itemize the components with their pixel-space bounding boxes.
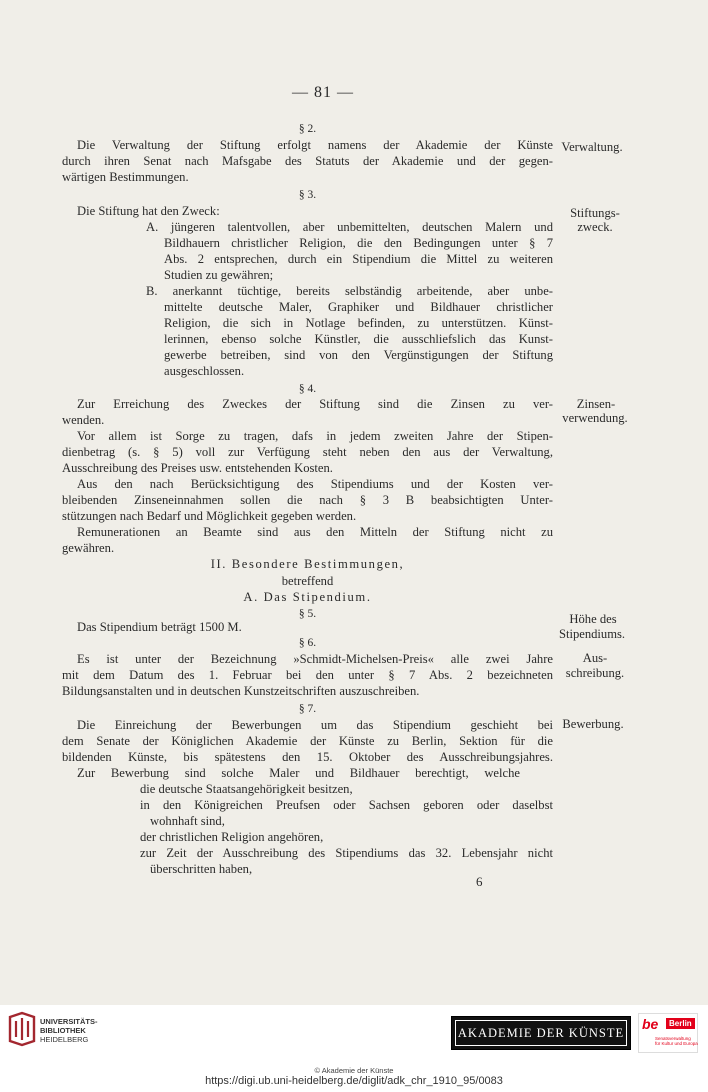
text-line: dem Senate der Königlichen Akademie der Künste zu Berlin, Sektion für die	[62, 734, 553, 748]
copyright-text: © Akademie der Künste	[314, 1066, 394, 1075]
berlin-logo-sub-1: Senatsverwaltung	[655, 1036, 691, 1041]
text-line: Zur Erreichung des Zweckes der Stiftung sind die Zinsen zu ver-	[77, 397, 553, 411]
text-line: Die Verwaltung der Stiftung erfolgt namens der Akademie der Künste	[77, 138, 553, 152]
berlin-logo-be: be	[642, 1016, 659, 1032]
text-line: Die Stiftung hat den Zweck:	[77, 204, 220, 218]
text-line: ausgeschlossen.	[164, 364, 245, 378]
margin-note-aus-1: Aus-	[582, 651, 608, 665]
text-line: Abs. 2 entsprechen, durch ein Stipendium die Mittel zu weiteren	[164, 252, 553, 266]
text-line: Vor allem ist Sorge zu tragen, dafs in jedem zweiten Jahre der Stipen-	[77, 429, 553, 443]
text-line: wenden.	[62, 413, 105, 427]
margin-note-zinsen-1: Zinsen-	[576, 397, 616, 411]
section-heading-7: § 7.	[298, 703, 317, 715]
berlin-logo-sub-2: für Kultur und Europa	[655, 1041, 698, 1046]
text-line: mittelte deutsche Maler, Graphiker und Bildhauer christlicher	[164, 300, 553, 314]
ub-line-1: UNIVERSITÄTS-	[40, 1017, 98, 1026]
text-line: Studien zu gewähren;	[164, 268, 274, 282]
section-heading-4: § 4.	[298, 383, 317, 395]
margin-note-zinsen-2: verwendung.	[562, 411, 628, 425]
text-line: durch ihren Senat nach Mafsgabe des Statuts der Akademie und der gegen-	[62, 154, 553, 168]
text-line: Ausschreibung des Preises usw. entstehenden Kosten.	[62, 461, 333, 475]
text-line: bleibenden Zinseneinnahmen sollen die nach § 3 B beabsichtigten Unter-	[62, 493, 553, 507]
footer-credits	[0, 1055, 708, 1092]
text-line: gewerbe betreiben, sind von den Vergünstigungen der Stiftung	[164, 348, 553, 362]
text-line: überschritten haben,	[150, 862, 253, 876]
text-line: lerinnen, ebenso solche Künstler, die ausschliefslich das Kunst-	[164, 332, 553, 346]
ub-line-2: BIBLIOTHEK	[40, 1026, 86, 1035]
text-line: in den Königreichen Preufsen oder Sachsen geboren oder daselbst	[140, 798, 553, 812]
berlin-logo-berlin: Berlin	[666, 1018, 695, 1029]
section-heading-3: § 3.	[298, 189, 317, 201]
margin-note-aus-2: schreibung.	[565, 666, 625, 680]
text-line: B. anerkannt tüchtige, bereits selbständig arbeitende, aber unbe-	[146, 284, 553, 298]
ub-line-3: HEIDELBERG	[40, 1035, 89, 1044]
text-line: stützungen nach Bedarf und Möglichkeit gegeben werden.	[62, 509, 357, 523]
text-line: Das Stipendium beträgt 1500 M.	[77, 620, 242, 634]
text-line: der christlichen Religion angehören,	[140, 830, 324, 844]
text-line: A. jüngeren talentvollen, aber unbemittelten, deutschen Malern und	[146, 220, 553, 234]
margin-note-hoehe-2: Stipendiums.	[558, 627, 626, 641]
text-line: Es ist unter der Bezeichnung »Schmidt-Michelsen-Preis« alle zwei Jahre	[77, 652, 553, 666]
text-line: Zur Bewerbung sind solche Maler und Bildhauer berechtigt, welche	[77, 766, 520, 780]
part-heading: II. Besondere Bestimmungen,	[210, 557, 405, 571]
text-line: dienbetrag (s. § 5) voll zur Verfügung steht neben den aus der Verwaltung,	[62, 445, 553, 459]
adk-logo-text: AKADEMIE DER KÜNSTE	[457, 1026, 625, 1040]
text-line: wärtigen Bestimmungen.	[62, 170, 189, 184]
chapter-heading: A. Das Stipendium.	[243, 590, 372, 604]
text-line: zur Zeit der Ausschreibung des Stipendiums das 32. Lebensjahr nicht	[140, 846, 553, 860]
text-line: gewähren.	[62, 541, 115, 555]
section-heading-6: § 6.	[298, 637, 317, 649]
berlin-logo[interactable]	[638, 1013, 698, 1053]
text-line: Religion, die sich in Notlage befinden, zu unterstützen. Künst-	[164, 316, 553, 330]
margin-note-stiftungszweck-1: Stiftungs-	[570, 206, 620, 220]
part-subheading: betreffend	[281, 574, 334, 588]
source-url-link[interactable]: https://digi.ub.uni-heidelberg.de/diglit/adk_chr_1910_95/0083	[205, 1075, 503, 1087]
text-line: Remunerationen an Beamte sind aus den Mitteln der Stiftung nicht zu	[77, 525, 553, 539]
margin-note-hoehe-1: Höhe des	[569, 612, 617, 626]
text-line: bildenden Künste, bis spätestens den 15. Oktober des Ausschreibungsjahres.	[62, 750, 553, 764]
text-line: Die Einreichung der Bewerbungen um das Stipendium geschieht bei	[77, 718, 553, 732]
ub-heidelberg-logo-icon	[8, 1011, 36, 1047]
section-heading-5: § 5.	[298, 608, 317, 620]
margin-note-bewerbung: Bewerbung.	[562, 717, 624, 731]
footer-logos	[0, 1005, 708, 1055]
text-line: Aus den nach Berücksichtigung des Stipendiums und der Kosten ver-	[77, 477, 553, 491]
adk-logo[interactable]	[451, 1016, 631, 1050]
signature-mark: 6	[476, 874, 483, 889]
text-line: Bildhauern christlicher Religion, die den Bedingungen unter § 7	[164, 236, 553, 250]
text-line: Bildungsanstalten und in deutschen Kunstzeitschriften auszuschreiben.	[62, 684, 420, 698]
text-line: mit dem Datum des 1. Februar bei den unter § 7 Abs. 2 bezeichneten	[62, 668, 553, 682]
margin-note-verwaltung: Verwaltung.	[561, 140, 623, 154]
margin-note-stiftungszweck-2: zweck.	[577, 220, 613, 234]
page-number: — 81 —	[292, 84, 354, 101]
text-line: wohnhaft sind,	[150, 814, 225, 828]
text-line: die deutsche Staatsangehörigkeit besitzen,	[140, 782, 353, 796]
section-heading-2: § 2.	[298, 123, 317, 135]
